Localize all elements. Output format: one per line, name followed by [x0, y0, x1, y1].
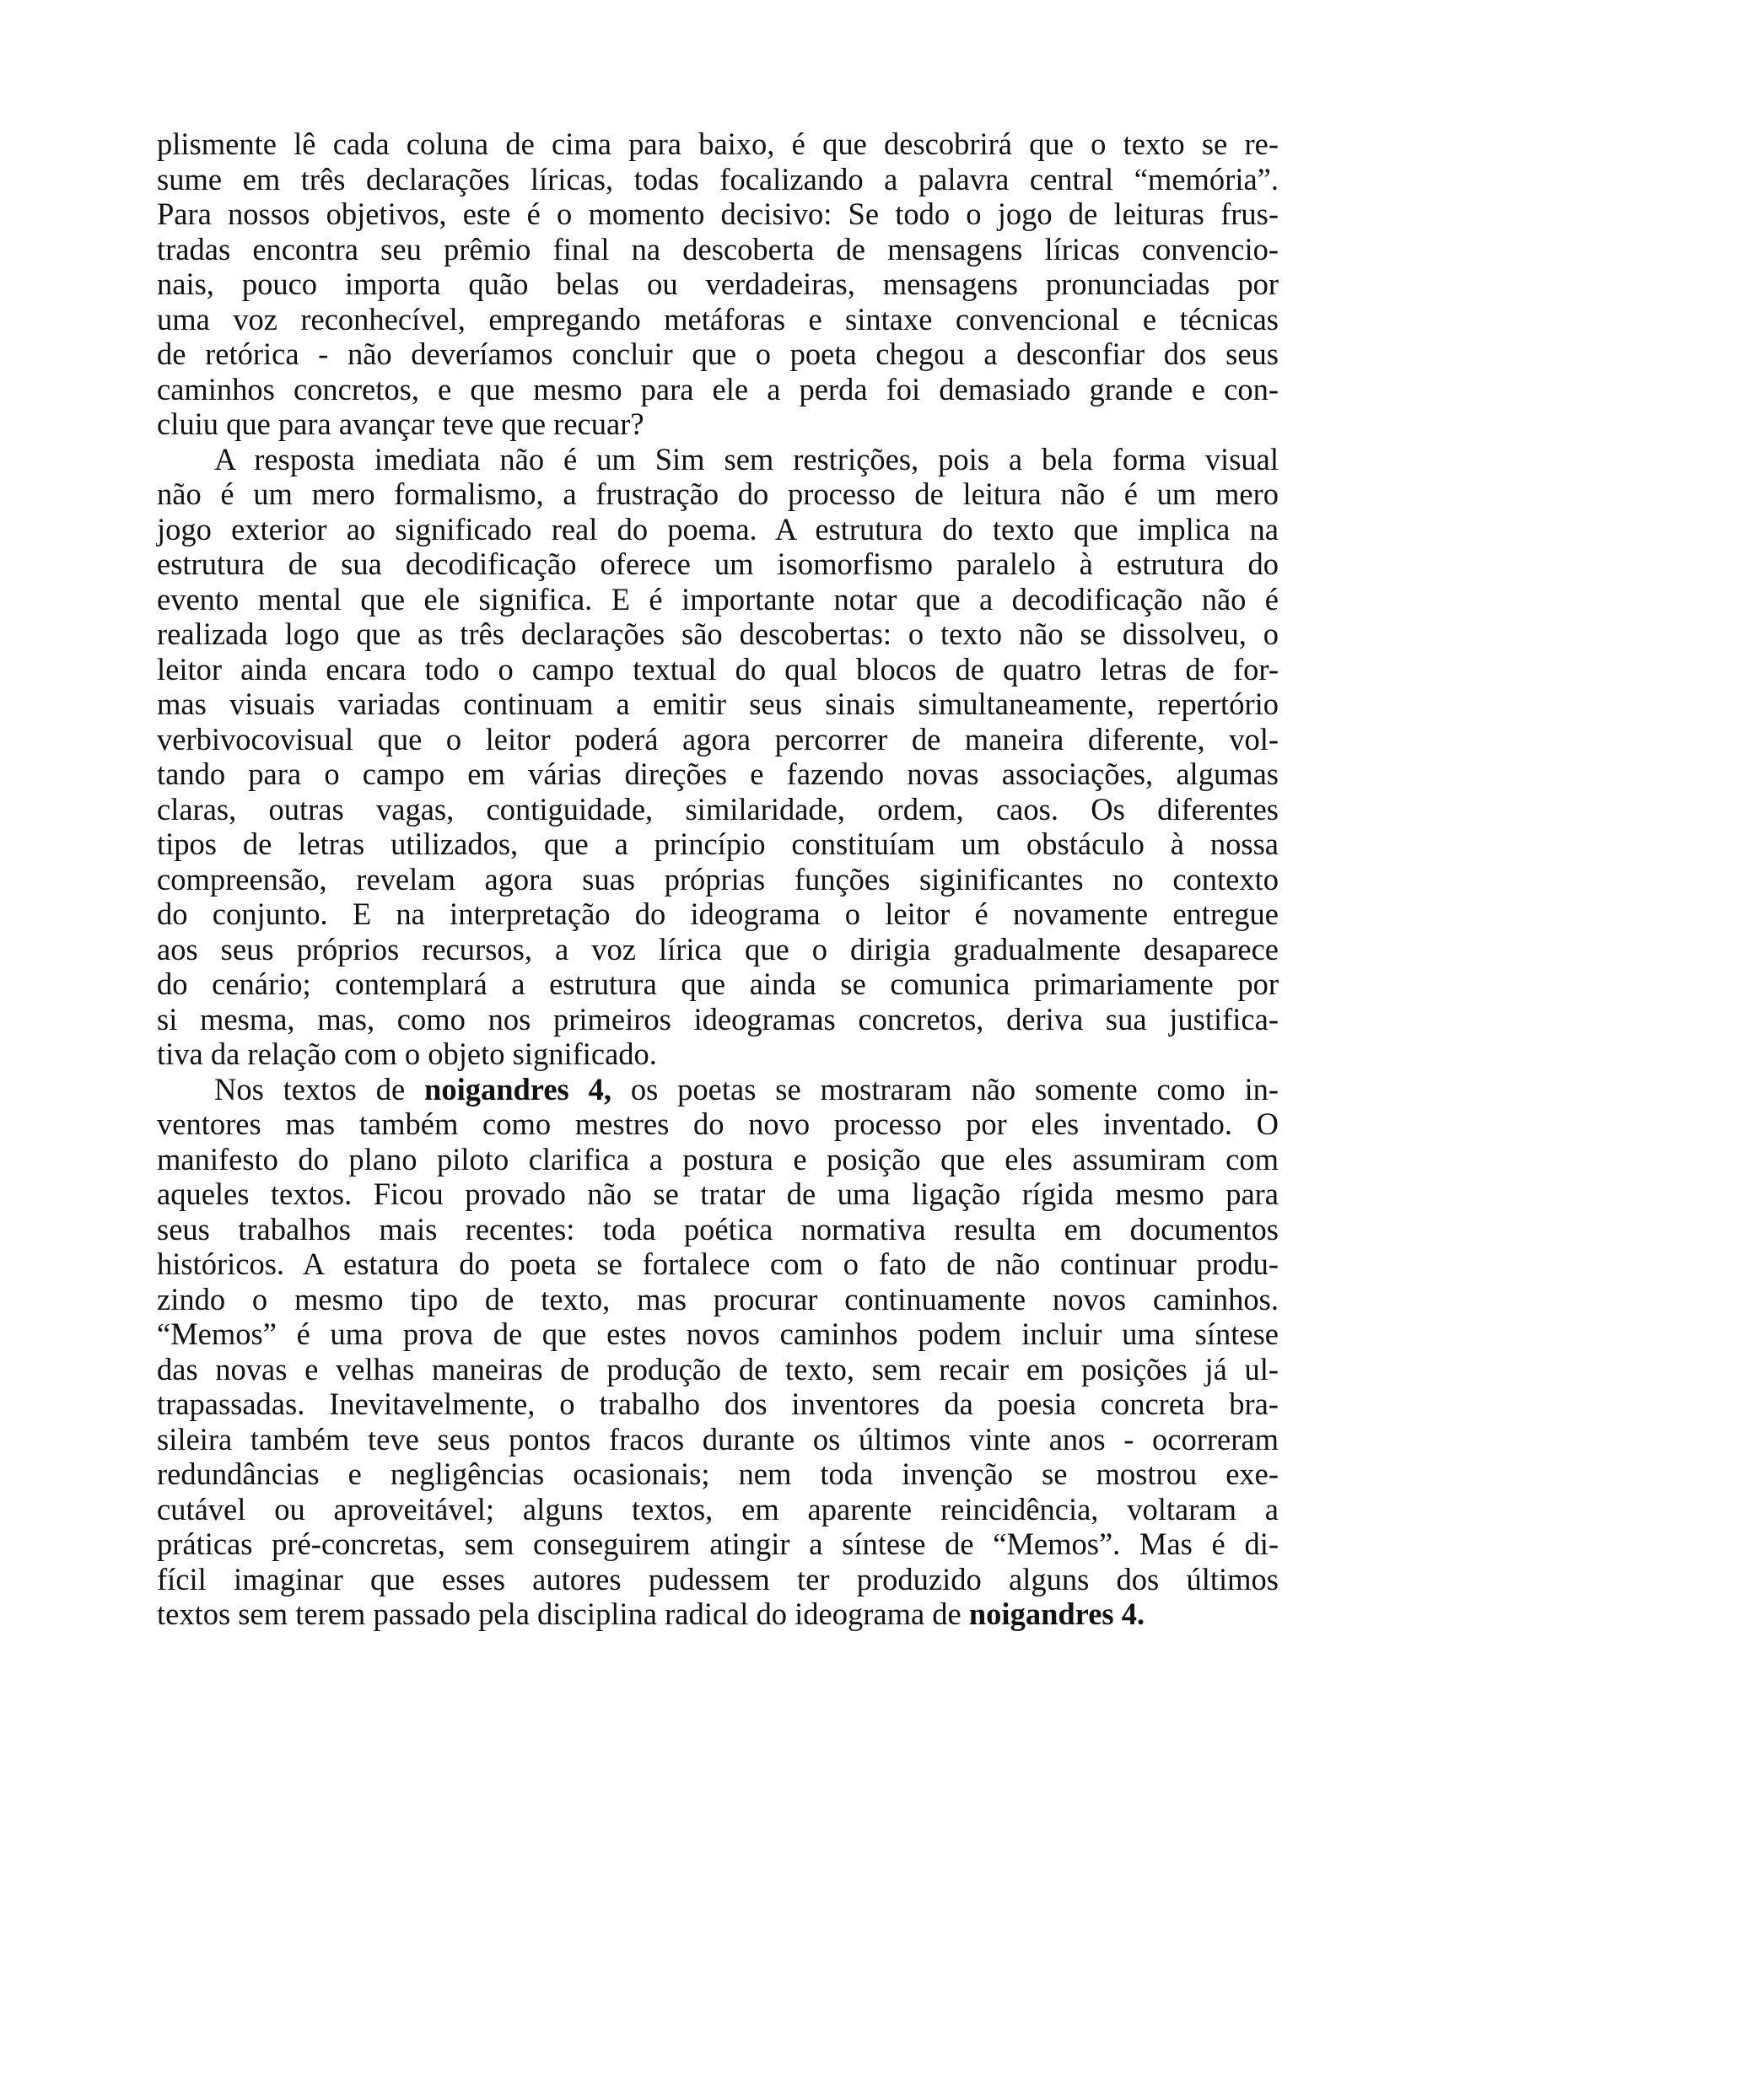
text-line [157, 1002, 1279, 1037]
text-run: nais, pouco importa quão belas ou verdadeiras, mensagens pronunciadas por [157, 267, 1279, 301]
text-run: si mesma, mas, como nos primeiros ideogramas concretos, deriva sua justifica- [157, 1001, 1279, 1037]
text-run: jogo exterior ao significado real do poema. A estrutura do texto que implica na [157, 511, 1279, 547]
text-line [157, 337, 1279, 372]
text-run: textos sem terem passado pela disciplina radical do ideograma de [157, 1597, 969, 1631]
text-line [157, 1142, 1279, 1177]
text-line [157, 512, 1279, 547]
text-run: os poetas se mostraram não somente como in- [611, 1071, 1279, 1107]
text-line [157, 967, 1279, 1002]
text-line [157, 1527, 1279, 1562]
text-line [157, 1387, 1279, 1422]
text-run: seus trabalhos mais recentes: toda poética normativa resulta em documentos [157, 1211, 1279, 1247]
text-line [157, 547, 1279, 582]
text-run: tiva da relação com o objeto significado. [157, 1037, 657, 1071]
text-line [157, 267, 1279, 302]
text-run: manifesto do plano piloto clarifica a postura e posição que eles assumiram com [157, 1141, 1279, 1177]
text-line [157, 1422, 1279, 1457]
text-line [157, 862, 1279, 897]
text-line [157, 477, 1279, 512]
text-line [157, 827, 1279, 862]
text-line [157, 302, 1279, 337]
text-line [157, 792, 1279, 827]
text-line [157, 1352, 1279, 1387]
text-run: evento mental que ele significa. E é importante notar que a decodificação não é [157, 581, 1279, 617]
text-run: sileira também teve seus pontos fracos durante os últimos vinte anos - ocorreram [157, 1421, 1279, 1457]
text-line [157, 1177, 1279, 1212]
text-run: cluiu que para avançar teve que recuar? [157, 407, 644, 441]
text-line [157, 1212, 1279, 1247]
text-run: mas visuais variadas continuam a emitir seus sinais simultaneamente, repertório [157, 687, 1279, 721]
text-run: aqueles textos. Ficou provado não se tratar de uma ligação rígida mesmo para [157, 1177, 1279, 1211]
text-run: tipos de letras utilizados, que a princípio constituíam um obstáculo à nossa [157, 827, 1279, 861]
text-line [157, 407, 1279, 442]
text-run: Nos textos de [214, 1071, 425, 1107]
text-run: A resposta imediata não é um Sim sem restrições, pois a bela forma visual [214, 441, 1279, 477]
text-line [157, 582, 1279, 617]
journal-title: noigandres 4, [424, 1071, 611, 1107]
text-line [157, 897, 1279, 932]
text-line [157, 162, 1279, 197]
text-run: tando para o campo em várias direções e fazendo novas associações, algumas [157, 757, 1279, 791]
text-line [157, 232, 1279, 267]
text-line [157, 932, 1279, 967]
text-run: zindo o mesmo tipo de texto, mas procurar continuamente novos caminhos. [157, 1281, 1279, 1317]
text-run: não é um mero formalismo, a frustração do processo de leitura não é um mero [157, 477, 1279, 511]
text-run: leitor ainda encara todo o campo textual do qual blocos de quatro letras de for- [157, 651, 1279, 687]
text-run: redundâncias e negligências ocasionais; nem toda invenção se mostrou exe- [157, 1457, 1279, 1491]
text-run: práticas pré-concretas, sem conseguirem atingir a síntese de “Memos”. Mas é di- [157, 1527, 1279, 1561]
text-run: claras, outras vagas, contiguidade, similaridade, ordem, caos. Os diferentes [157, 791, 1279, 827]
body-text [157, 127, 1279, 1632]
text-line [157, 1492, 1279, 1527]
text-run: “Memos” é uma prova de que estes novos caminhos podem incluir uma síntese [157, 1317, 1279, 1351]
paragraph [157, 1072, 1279, 1632]
text-line [157, 1072, 1279, 1107]
text-line [157, 1457, 1279, 1492]
text-run: de retórica - não deveríamos concluir que o poeta chegou a desconfiar dos seus [157, 337, 1279, 371]
text-run: ventores mas também como mestres do novo processo por eles inventado. O [157, 1107, 1279, 1141]
text-run: tradas encontra seu prêmio final na descoberta de mensagens líricas convencio- [157, 231, 1279, 267]
text-line [157, 1247, 1279, 1282]
text-run: estrutura de sua decodificação oferece um isomorfismo paralelo à estrutura do [157, 547, 1279, 581]
text-run: históricos. A estatura do poeta se fortalece com o fato de não continuar produ- [157, 1247, 1279, 1281]
paragraph [157, 442, 1279, 1072]
text-run: realizada logo que as três declarações são descobertas: o texto não se dissolveu, o [157, 617, 1279, 651]
text-run: uma voz reconhecível, empregando metáforas e sintaxe convencional e técnicas [157, 301, 1279, 337]
text-line [157, 722, 1279, 757]
text-run: do conjunto. E na interpretação do ideograma o leitor é novamente entregue [157, 897, 1279, 931]
paragraph [157, 127, 1279, 442]
text-line [157, 1317, 1279, 1352]
text-line [157, 1282, 1279, 1317]
text-line [157, 127, 1279, 162]
text-run: trapassadas. Inevitavelmente, o trabalho dos inventores da poesia concreta bra- [157, 1387, 1279, 1421]
text-line [157, 757, 1279, 792]
text-line [157, 1562, 1279, 1597]
text-line [157, 687, 1279, 722]
text-line [157, 617, 1279, 652]
text-line [157, 1107, 1279, 1142]
text-run: Para nossos objetivos, este é o momento decisivo: Se todo o jogo de leituras frus- [157, 197, 1279, 231]
text-run: verbivocovisual que o leitor poderá agora percorrer de maneira diferente, vol- [157, 721, 1279, 757]
text-line [157, 1037, 1279, 1072]
text-run: compreensão, revelam agora suas próprias funções siginificantes no contexto [157, 861, 1279, 897]
text-line [157, 1597, 1279, 1632]
text-line [157, 442, 1279, 477]
text-run: caminhos concretos, e que mesmo para ele a perda foi demasiado grande e con- [157, 371, 1279, 407]
text-run: plismente lê cada coluna de cima para baixo, é que descobrirá que o texto se re- [157, 127, 1279, 161]
text-line [157, 197, 1279, 232]
text-run: sume em três declarações líricas, todas focalizando a palavra central “memória”. [157, 161, 1279, 197]
text-run: cutável ou aproveitável; alguns textos, em aparente reincidência, voltaram a [157, 1491, 1279, 1527]
text-run: fícil imaginar que esses autores pudessem ter produzido alguns dos últimos [157, 1561, 1279, 1597]
journal-title: noigandres 4. [968, 1597, 1145, 1631]
text-line [157, 372, 1279, 407]
text-run: aos seus próprios recursos, a voz lírica que o dirigia gradualmente desaparece [157, 931, 1279, 967]
text-line [157, 652, 1279, 687]
text-run: do cenário; contemplará a estrutura que ainda se comunica primariamente por [157, 967, 1279, 1001]
text-run: das novas e velhas maneiras de produção de texto, sem recair em posições já ul- [157, 1351, 1279, 1387]
